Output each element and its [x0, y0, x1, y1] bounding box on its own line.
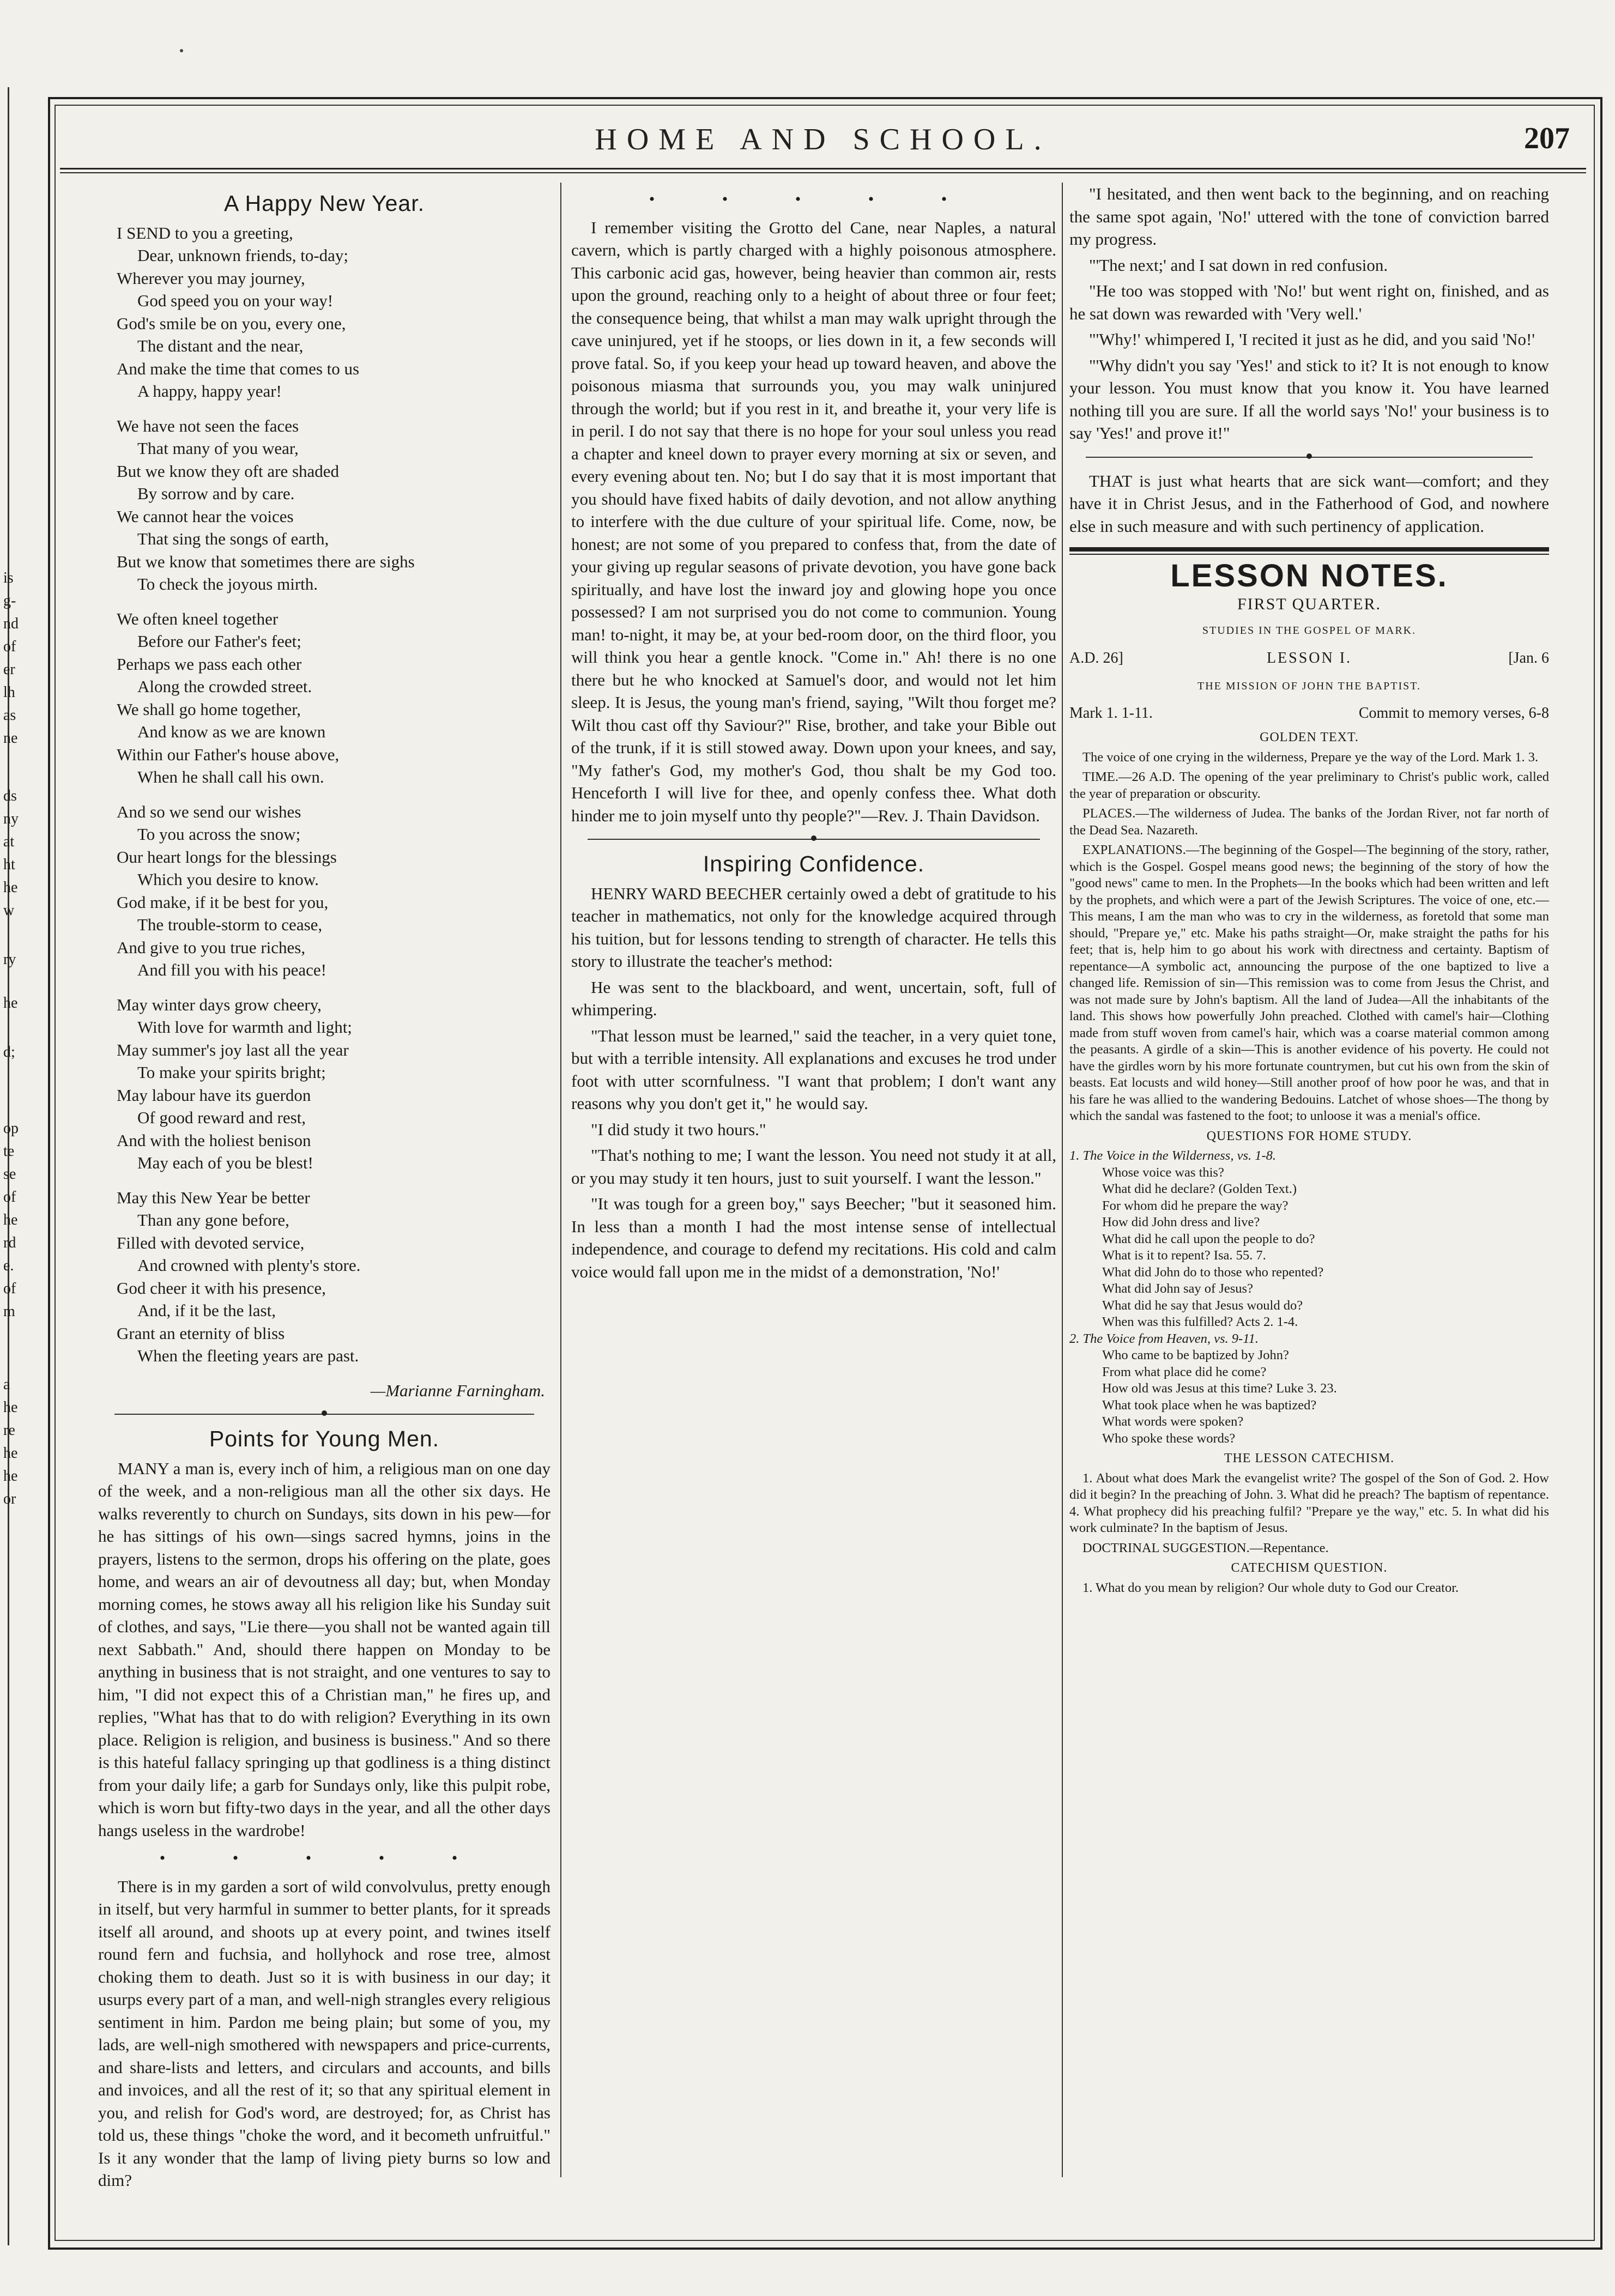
margin-fragment: se [3, 1166, 16, 1183]
golden-text: The voice of one crying in the wilderness, Prepare ye the way of the Lord. Mark 1. 3. [1082, 749, 1539, 765]
margin-fragment: e. [3, 1257, 14, 1274]
poem-stanza [117, 222, 551, 403]
points-paragraph-3: I remember visiting the Grotto del Cane, near Naples, a natural cavern, which is partly charged with a highly poisonous atmosphere. This carbonic acid gas, however, being heavier than common air, rests upon the ground, reaching only to a height of about three or four feet; the consequence being, that whilst a man may walk upright through the cave uninjured, yet if he stoops, or lies down in it, a few seconds will prove fatal. So, if you keep your head up toward heaven, and above the poisonous miasma that surrounds you, you may walk uninjured through the world; but if you rest in it, and breathe it, your very life is in peril. I do not say that there is no hope for your soul unless you read a chapter and kneel down to prayer every morning at six or seven, and every evening about ten. No; but I do say that it is most important that you should have fixed habits of daily devotion, and not allow anything to interfere with the due culture of your spiritual life. Come, now, be honest; are not some of you prepared to confess that, from the date of your giving up regular seasons of private devotion, you have gone back spiritually, and have lost the inward joy and glowing hope you once possessed? I am not surprised you do not come to communion. Young man! to-night, it may be, at your bed-room door, on the third floor, you will think you hear a gentle knock. "Come in." Ah! there is no one there but he who knocked at Samuel's door, and would not let him sleep. It is Jesus, the young man's friend, saying, "Wilt thou forget me? Wilt thou cast off thy Saviour?" Rise, brother, and take your Bible out of the trunk, if it is still stowed away. Down upon your knees, and say, "My father's God, my mother's God, thou shalt be my God too. Henceforth I will live for thee, and openly confess thee. What doth hinder me to join myself unto thy people?"—Rev. J. Thain Davidson. [571, 217, 1056, 825]
poem-line: Which you desire to know. [137, 870, 319, 889]
margin-fragment: lh [3, 684, 15, 701]
confidence-body [571, 882, 1056, 1283]
poem-stanza [117, 993, 551, 1174]
golden-text-label: GOLDEN TEXT. [1260, 730, 1359, 744]
poem-line: And make the time that comes to us [117, 359, 360, 378]
points-title: Points for Young Men. [209, 1426, 440, 1451]
poem-line: We shall go home together, [117, 699, 301, 719]
lesson-catechism: 1. About what does Mark the evangelist write? The gospel of the Son of God. 2. How did it begin? In the preaching of John. 3. What did he preach? The baptism of repentance. 4. What prophecy did his preaching fulfil? "Prepare ye the way," etc. 5. In what did his work culminate? In the baptism of Jesus. [1069, 1470, 1549, 1535]
question-group-2 [1069, 1347, 1549, 1447]
poem-line: A happy, happy year! [137, 381, 282, 401]
margin-fragment: he [3, 1445, 18, 1462]
question-item: What did he say that Jesus would do? [1102, 1298, 1303, 1313]
poem-attribution: —Marianne Farningham. [370, 1380, 545, 1400]
page-number: 207 [1524, 122, 1570, 155]
margin-fragment: re [3, 1422, 15, 1439]
question-item: Who came to be baptized by John? [1102, 1348, 1289, 1362]
confidence-paragraph: "I did study it two hours." [591, 1119, 766, 1139]
question-item: How old was Jesus at this time? Luke 3. 23. [1102, 1381, 1337, 1396]
question-item: What did he call upon the people to do? [1102, 1231, 1315, 1246]
lesson-time: TIME.—26 A.D. The opening of the year preliminary to Christ's public work, called the year of preparation or obscurity. [1069, 770, 1549, 801]
poem-line: Grant an eternity of bliss [117, 1323, 285, 1343]
question-item: What did he declare? (Golden Text.) [1102, 1182, 1297, 1196]
question-item: Who spoke these words? [1102, 1431, 1236, 1446]
margin-fragment: of [3, 1280, 16, 1297]
poem-line: May labour have its guerdon [117, 1085, 311, 1105]
margin-fragment: ry [3, 951, 16, 968]
poem-line: And fill you with his peace! [137, 960, 326, 979]
page-header [60, 120, 1586, 163]
margin-fragment: nd [3, 615, 19, 632]
poem-line: May winter days grow cheery, [117, 995, 322, 1014]
lesson-day: [Jan. 6 [1508, 649, 1549, 667]
margin-fragment: as [3, 707, 16, 724]
margin-fragment: he [3, 995, 18, 1011]
doctrinal-suggestion: DOCTRINAL SUGGESTION.—Repentance. [1082, 1540, 1329, 1555]
poem-line: When he shall call his own. [137, 767, 324, 786]
question-item: How did John dress and live? [1102, 1215, 1260, 1229]
confidence-paragraph: "He too was stopped with 'No!' but went right on, finished, and as he sat down was rewarded with 'Very well.' [1069, 281, 1549, 323]
poem-line: Before our Father's feet; [137, 632, 301, 651]
header-rule [60, 168, 1586, 173]
lesson-heading-line [1069, 647, 1549, 671]
lesson-reference: Mark 1. 1-11. [1069, 705, 1153, 722]
margin-fragment: ds [3, 787, 17, 804]
poem-line: God make, if it be best for you, [117, 892, 329, 912]
poem-line: That sing the songs of earth, [137, 529, 329, 548]
question-item: What is it to repent? Isa. 55. 7. [1102, 1248, 1266, 1263]
poem-line: When the fleeting years are past. [137, 1346, 359, 1365]
lesson-memory: Commit to memory verses, 6-8 [1358, 705, 1549, 722]
poem-line: To check the joyous mirth. [137, 574, 318, 593]
margin-fragment: op [3, 1120, 19, 1137]
question-item: From what place did he come? [1102, 1364, 1267, 1379]
poem-line: God cheer it with his presence, [117, 1278, 326, 1298]
margin-fragment: or [3, 1491, 16, 1507]
running-title: HOME AND SCHOOL. [595, 123, 1051, 156]
question-item: Whose voice was this? [1102, 1165, 1224, 1180]
margin-fragment: a [3, 1376, 10, 1393]
poem-line: We cannot hear the voices [117, 506, 294, 526]
margin-fragment: he [3, 879, 18, 896]
poem-line: With love for warmth and light; [137, 1017, 352, 1037]
poem-line: God speed you on your way! [137, 291, 334, 310]
lesson-notes-title: LESSON NOTES. [1170, 558, 1448, 593]
question-item: What did John say of Jesus? [1102, 1281, 1253, 1296]
lesson-studies: STUDIES IN THE GOSPEL OF MARK. [1202, 625, 1417, 637]
question-group-1 [1069, 1165, 1549, 1331]
lesson-places: PLACES.—The wilderness of Judea. The banks of the Jordan River, not far north of the Dead Sea. Nazareth. [1069, 806, 1549, 838]
margin-fragment: ny [3, 810, 19, 827]
confidence-body-cont [1069, 183, 1549, 445]
poem-line: We have not seen the faces [117, 416, 299, 435]
poem-line: But we know they oft are shaded [117, 461, 340, 481]
section-divider-2 [588, 835, 1040, 843]
ink-speck [180, 49, 183, 52]
column-1 [98, 183, 551, 2190]
poem-line: Our heart longs for the blessings [117, 847, 337, 867]
margin-fragment: er [3, 661, 15, 678]
poem-line: To you across the snow; [137, 825, 301, 844]
poem-line: May each of you be blest! [137, 1153, 313, 1172]
poem-line: And so we send our wishes [117, 802, 301, 821]
confidence-title: Inspiring Confidence. [703, 851, 925, 876]
margin-fragment: he [3, 1211, 18, 1228]
poem-title: A Happy New Year. [223, 191, 425, 216]
points-paragraph-2: There is in my garden a sort of wild convolvulus, pretty enough in itself, but very harmful in summer to better plants, for it spreads itself all around, and shoots up at every point, and twines itself round fern and fuchsia, and hollyhock and rose tree, almost choking them to death. Just so it is with business in our day; it usurps every part of a man, and well-nigh strangles every religious sentiment in him. Pardon me being plain; but some of you, my lads, are well-nigh smothered with newspapers and price-currents, and share-lists and letters, and circulars and accounts, and bills and invoices, and all the rest of it; so that any spiritual element in you, and relish for God's word, are destroyed; for, as Christ has told us, these things "choke the word, and it becometh unfruitful." Is it any wonder that the lamp of living piety burns so low and dim? [98, 1876, 551, 2190]
column-2 [571, 183, 1056, 2177]
margin-fragment: ne [3, 730, 18, 747]
poem-line: Of good reward and rest, [137, 1108, 306, 1127]
lesson-date: A.D. 26] [1069, 649, 1123, 667]
poem-line: But we know that sometimes there are sighs [117, 552, 415, 571]
poem-line: Dear, unknown friends, to-day; [137, 246, 349, 265]
lesson-number: LESSON I. [1266, 649, 1352, 667]
poem-line: And with the holiest benison [117, 1130, 311, 1150]
poem-line: The trouble-storm to cease, [137, 915, 323, 934]
poem-line: And know as we are known [137, 722, 326, 741]
question-item: What words were spoken? [1102, 1414, 1244, 1429]
question-item: When was this fulfilled? Acts 2. 1-4. [1102, 1314, 1298, 1329]
poem-line: We often kneel together [117, 609, 279, 628]
lesson-quarter: FIRST QUARTER. [1237, 595, 1381, 613]
poem-line: And give to you true riches, [117, 937, 306, 957]
confidence-paragraph: "I hesitated, and then went back to the beginning, and on reaching the same spot again, 'No!' uttered with the tone of conviction barred my progress. [1069, 184, 1549, 249]
column-rule-2 [1062, 183, 1063, 2177]
poem-line: And, if it be the last, [137, 1301, 276, 1320]
confidence-paragraph: "That's nothing to me; I want the lesson. You need not study it at all, or you may study it ten hours, just to suit yourself. I want the lesson." [571, 1146, 1056, 1188]
question-item: What did John do to those who repented? [1102, 1264, 1324, 1280]
poem-stanza [117, 608, 551, 789]
confidence-paragraph: "'Why!' whimpered I, 'I recited it just as he did, and you said 'No!' [1089, 330, 1535, 349]
question-item: What took place when he was baptized? [1102, 1397, 1317, 1413]
poem-line: I SEND to you a greeting, [117, 223, 293, 243]
poem-line: By sorrow and by care. [137, 484, 295, 503]
margin-fragment: is [3, 570, 14, 586]
margin-fragment: he [3, 1468, 18, 1485]
lesson-reference-line [1069, 702, 1549, 726]
section-divider [114, 1410, 534, 1418]
confidence-paragraph: HENRY WARD BEECHER certainly owed a debt of gratitude to his teacher in mathematics, not only for the knowledge acquired through his tuition, but for lessons tending to strength of character. He tells this story to illustrate the teacher's method: [571, 883, 1056, 971]
margin-fragment: d; [3, 1044, 15, 1061]
poem-line: That many of you wear, [137, 439, 299, 458]
points-paragraph-1: MANY a man is, every inch of him, a religious man on one day of the week, and a non-religious man all the other six days. He walks reverently to church on Sundays, sits down in his pew—for he has sittings of his own—sings sacred hymns, joins in the prayers, listens to the sermon, drops his offering on the plate, goes home, and wears an air of devoutness all day; but, when Monday morning comes, he stows away all his religion like his Sunday suit of clothes, and says, "Lie there—you shall not be wanted again till next Sabbath." And, should there happen on Monday to be anything in business that is not straight, and one ventures to say to him, "I did not expect this of a Christian man," he fires up, and replies, "What has that to do with religion? Everything in its own place. Religion is religion, and business is business." And so there is this hateful fallacy springing up that godliness is a thing distinct from your daily life; a garb for Sundays only, like this pulpit robe, which is worn but fifty-two days in the year, and all the other days hangs useless in the wardrobe! [98, 1458, 551, 1840]
poem-stanza [117, 801, 551, 982]
poem-line: The distant and the near, [137, 336, 304, 355]
lesson-body [1069, 729, 1549, 1596]
margin-fragment: m [3, 1303, 15, 1320]
margin-fragment: te [3, 1143, 15, 1160]
questions-label: QUESTIONS FOR HOME STUDY. [1206, 1129, 1412, 1143]
catechism-question-label: CATECHISM QUESTION. [1231, 1561, 1388, 1575]
poem-line: To make your spirits bright; [137, 1063, 326, 1082]
lesson-subject: THE MISSION OF JOHN THE BAPTIST. [1197, 680, 1421, 692]
poem-line: God's smile be on you, every one, [117, 313, 346, 333]
lesson-explanations: EXPLANATIONS.—The beginning of the Gospel—The beginning of the story, rather, which is the Gospel. Gospel means good news; the beginning of the story of how the "good news" came to men. In the Prophets—In the books which had been written and left by the prophets, and which were a part of the Jewish Scriptures. The voice of one, etc.—This means, I am the man who was to cry in the wilderness, as foretold that some man should, "Prepare ye," etc. Make his paths straight—Or, make straight the paths for his feet; that is, help him to go about his work with directness and certainty. Baptism of repentance—A symbolic act, announcing the purpose of the one baptized to live a changed life. Remission of sin—This remission was to come from Jesus the Christ, and was not made sure by John's baptism. All the land of Judea—All the inhabitants of the land. This shows how powerfully John preached. Clothed with camel's hair—Clothing made from stuff woven from camel's hair, which was a coarse material common among the peasants. A girdle of a skin—This is another evidence of his poverty. He could not have the girdles worn by his more fortunate countrymen, but cut his own from the skin of beasts. Eat locusts and wild honey—Still another proof of how poor he was, and that in his fare he was allied to the wandering Bedouins. Latchet of whose shoes—The thong by which the sandal was fastened to the foot; to unloose it was a menial's office. [1069, 843, 1549, 1123]
closing-paragraph: THAT is just what hearts that are sick want—comfort; and they have it in Christ Jesus, and in the Fatherhood of God, and nowhere else in such measure and with such pertinency of application. [1069, 471, 1549, 536]
poem-line: May summer's joy last all the year [117, 1040, 349, 1059]
poem-line: And crowned with plenty's store. [137, 1256, 361, 1275]
margin-fragment: at [3, 833, 15, 850]
confidence-paragraph: "That lesson must be learned," said the teacher, in a very quiet tone, but with a terrible intensity. All explanations and excuses he trod under foot with utter scornfulness. "I want that problem; I don't want any reasons why you don't get it," he would say. [571, 1026, 1056, 1113]
confidence-paragraph: "'Why didn't you say 'Yes!' and stick to it? It is not enough to know your lesson. You must know that you know it. You have learned nothing till you are sure. If all the world says 'No!' your business is to say 'Yes!' and prove it!" [1069, 355, 1549, 443]
column-rule-1 [560, 183, 561, 2177]
section-divider-3 [1086, 453, 1533, 461]
margin-fragment: he [3, 1399, 18, 1416]
margin-fragment: ht [3, 856, 15, 873]
confidence-paragraph: He was sent to the blackboard, and went, uncertain, soft, full of whimpering. [571, 977, 1056, 1019]
catechism-question: 1. What do you mean by religion? Our whole duty to God our Creator. [1082, 1580, 1459, 1595]
margin-fragment: of [3, 638, 16, 655]
poem-line: Along the crowded street. [137, 677, 312, 696]
poem-line: Than any gone before, [137, 1210, 289, 1229]
catechism-label: THE LESSON CATECHISM. [1224, 1451, 1395, 1465]
poem-stanza [117, 415, 551, 596]
question-group-1-title: 1. The Voice in the Wilderness, vs. 1-8. [1069, 1148, 1277, 1163]
margin-fragment: of [3, 1189, 16, 1205]
poem-line: May this New Year be better [117, 1188, 310, 1207]
poem-line: Perhaps we pass each other [117, 654, 302, 674]
lesson-rule [1069, 547, 1549, 555]
question-group-2-title: 2. The Voice from Heaven, vs. 9-11. [1069, 1331, 1259, 1346]
poem-body [98, 222, 551, 1367]
margin-fragment: rd [3, 1234, 16, 1251]
poem-line: Within our Father's house above, [117, 744, 340, 764]
section-stars-2: • • • • • [649, 190, 979, 208]
margin-fragment: w [3, 902, 15, 919]
poem-line: Wherever you may journey, [117, 268, 305, 288]
margin-fragment: g- [3, 592, 16, 609]
confidence-paragraph: "It was tough for a green boy," says Beecher; "but it seasoned him. In less than a month I had the most intense sense of intellectual independence, and courage to defend my recitations. His cold and calm voice would fall upon me in the midst of a demonstration, 'No!' [571, 1194, 1056, 1281]
section-stars: • • • • • [159, 1849, 489, 1867]
poem-line: Filled with devoted service, [117, 1233, 305, 1252]
poem-stanza [117, 1186, 551, 1367]
confidence-paragraph: "'The next;' and I sat down in red confusion. [1089, 255, 1388, 275]
question-item: For whom did he prepare the way? [1102, 1198, 1289, 1213]
column-3 [1069, 183, 1549, 2177]
